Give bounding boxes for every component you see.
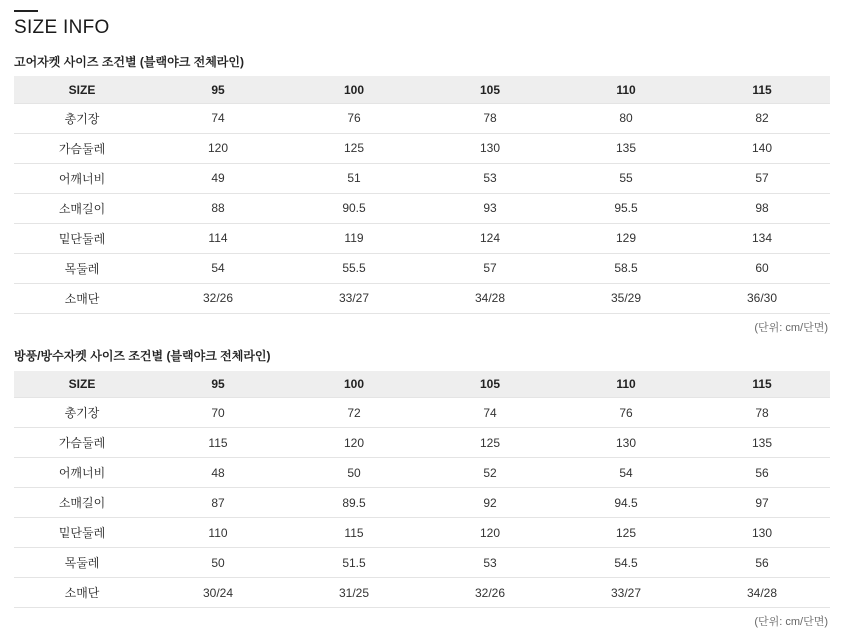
column-header-100: 100 [286, 76, 422, 103]
cell: 82 [694, 103, 830, 133]
cell: 32/26 [422, 578, 558, 608]
row-label: 가슴둘레 [14, 428, 150, 458]
page-title: SIZE INFO [14, 17, 110, 38]
cell: 50 [150, 548, 286, 578]
column-header-100: 100 [286, 371, 422, 398]
row-label: 가슴둘레 [14, 133, 150, 163]
cell: 90.5 [286, 193, 422, 223]
title-divider [14, 10, 38, 12]
size-table [14, 371, 830, 609]
section-title: 고어자켓 사이즈 조건별 (블랙야크 전체라인) [14, 54, 244, 69]
cell: 120 [286, 428, 422, 458]
table-row [14, 548, 830, 578]
row-label: 소매길이 [14, 488, 150, 518]
row-label: 어깨너비 [14, 163, 150, 193]
cell: 55 [558, 163, 694, 193]
cell: 54 [558, 458, 694, 488]
cell: 33/27 [286, 283, 422, 313]
cell: 58.5 [558, 253, 694, 283]
cell: 97 [694, 488, 830, 518]
column-header-105: 105 [422, 371, 558, 398]
row-label: 소매단 [14, 283, 150, 313]
cell: 36/30 [694, 283, 830, 313]
row-label: 밑단둘레 [14, 223, 150, 253]
cell: 124 [422, 223, 558, 253]
cell: 34/28 [694, 578, 830, 608]
cell: 78 [694, 398, 830, 428]
column-header-95: 95 [150, 371, 286, 398]
cell: 54.5 [558, 548, 694, 578]
table-row [14, 223, 830, 253]
table-header-row [14, 76, 830, 103]
section-title: 방풍/방수자켓 사이즈 조건별 (블랙야크 전체라인) [14, 348, 271, 363]
cell: 119 [286, 223, 422, 253]
cell: 125 [422, 428, 558, 458]
table-row [14, 428, 830, 458]
cell: 70 [150, 398, 286, 428]
cell: 51 [286, 163, 422, 193]
cell: 98 [694, 193, 830, 223]
column-header-110: 110 [558, 371, 694, 398]
table-row [14, 398, 830, 428]
cell: 130 [558, 428, 694, 458]
table-row [14, 133, 830, 163]
cell: 92 [422, 488, 558, 518]
cell: 32/26 [150, 283, 286, 313]
cell: 80 [558, 103, 694, 133]
cell: 95.5 [558, 193, 694, 223]
table-row [14, 488, 830, 518]
row-label: 어깨너비 [14, 458, 150, 488]
column-header-size: SIZE [14, 76, 150, 103]
row-label: 총기장 [14, 398, 150, 428]
size-section-windproof-jacket [14, 349, 830, 629]
row-label: 목둘레 [14, 548, 150, 578]
cell: 114 [150, 223, 286, 253]
cell: 89.5 [286, 488, 422, 518]
column-header-115: 115 [694, 371, 830, 398]
cell: 48 [150, 458, 286, 488]
cell: 110 [150, 518, 286, 548]
cell: 87 [150, 488, 286, 518]
cell: 49 [150, 163, 286, 193]
cell: 115 [286, 518, 422, 548]
cell: 53 [422, 548, 558, 578]
cell: 52 [422, 458, 558, 488]
cell: 30/24 [150, 578, 286, 608]
column-header-size: SIZE [14, 371, 150, 398]
cell: 57 [694, 163, 830, 193]
cell: 72 [286, 398, 422, 428]
cell: 88 [150, 193, 286, 223]
cell: 54 [150, 253, 286, 283]
cell: 76 [286, 103, 422, 133]
cell: 94.5 [558, 488, 694, 518]
cell: 50 [286, 458, 422, 488]
column-header-115: 115 [694, 76, 830, 103]
cell: 129 [558, 223, 694, 253]
cell: 31/25 [286, 578, 422, 608]
cell: 74 [422, 398, 558, 428]
cell: 35/29 [558, 283, 694, 313]
cell: 33/27 [558, 578, 694, 608]
unit-note: (단위: cm/단면) [754, 616, 828, 629]
row-label: 소매단 [14, 578, 150, 608]
cell: 130 [422, 133, 558, 163]
cell: 140 [694, 133, 830, 163]
table-row [14, 578, 830, 608]
size-info-page [0, 10, 844, 629]
table-row [14, 518, 830, 548]
cell: 56 [694, 458, 830, 488]
table-header-row [14, 371, 830, 398]
row-label: 총기장 [14, 103, 150, 133]
cell: 78 [422, 103, 558, 133]
table-row [14, 193, 830, 223]
table-row [14, 163, 830, 193]
cell: 55.5 [286, 253, 422, 283]
table-row [14, 253, 830, 283]
table-row [14, 283, 830, 313]
cell: 130 [694, 518, 830, 548]
cell: 135 [694, 428, 830, 458]
cell: 57 [422, 253, 558, 283]
column-header-110: 110 [558, 76, 694, 103]
column-header-95: 95 [150, 76, 286, 103]
row-label: 목둘레 [14, 253, 150, 283]
row-label: 밑단둘레 [14, 518, 150, 548]
size-table [14, 76, 830, 314]
cell: 60 [694, 253, 830, 283]
cell: 134 [694, 223, 830, 253]
cell: 120 [150, 133, 286, 163]
size-section-gore-jacket [14, 55, 830, 335]
cell: 125 [286, 133, 422, 163]
row-label: 소매길이 [14, 193, 150, 223]
column-header-105: 105 [422, 76, 558, 103]
table-row [14, 458, 830, 488]
cell: 125 [558, 518, 694, 548]
cell: 135 [558, 133, 694, 163]
unit-note: (단위: cm/단면) [754, 321, 828, 334]
cell: 53 [422, 163, 558, 193]
cell: 34/28 [422, 283, 558, 313]
cell: 74 [150, 103, 286, 133]
cell: 56 [694, 548, 830, 578]
cell: 120 [422, 518, 558, 548]
cell: 51.5 [286, 548, 422, 578]
cell: 93 [422, 193, 558, 223]
table-row [14, 103, 830, 133]
cell: 76 [558, 398, 694, 428]
cell: 115 [150, 428, 286, 458]
